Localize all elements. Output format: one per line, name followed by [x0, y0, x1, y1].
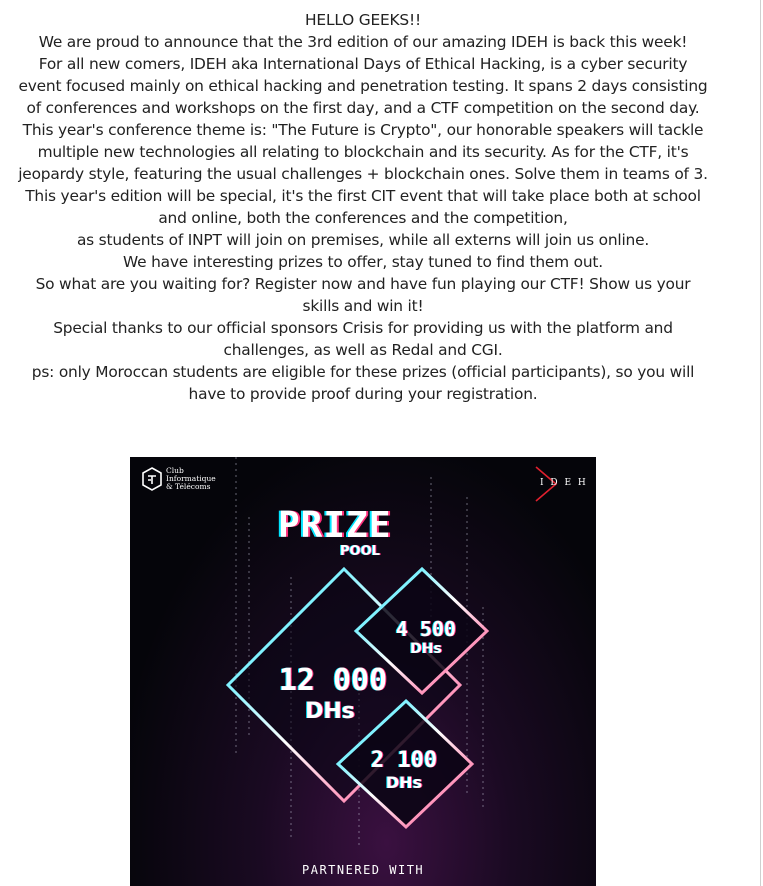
club-logo-line: Club — [166, 466, 184, 475]
announcement-line: of conferences and workshops on the first day, and a CTF competition on the second day. — [26, 99, 700, 117]
announcement-line: ps: only Moroccan students are eligible for these prizes (official participants), so you will — [31, 363, 695, 381]
page-border — [760, 0, 761, 886]
prize-unit-second: DHs — [410, 641, 442, 657]
announcement-line: as students of INPT will join on premises, while all externs will join us online. — [76, 231, 650, 249]
announcement-line: This year's conference theme is: "The Future is Crypto", our honorable speakers will tackle — [22, 121, 704, 139]
announcement-line: and online, both the conferences and the competition, — [158, 209, 568, 227]
prize-amount-second: 4 500 — [395, 617, 457, 641]
announcement-line: We have interesting prizes to offer, stay tuned to find them out. — [123, 253, 603, 271]
announcement-line: challenges, as well as Redal and CGI. — [223, 341, 503, 359]
prize-amount-third: 2 100 — [370, 748, 438, 773]
poster-subtitle: POOL — [340, 544, 380, 559]
announcement-line: So what are you waiting for? Register now and have fun playing our CTF! Show us your — [35, 275, 691, 293]
announcement-line: For all new comers, IDEH aka International Days of Ethical Hacking, is a cyber security — [38, 55, 688, 73]
announcement-text — [0, 9, 726, 405]
announcement-line: skills and win it! — [302, 297, 424, 315]
ideh-logo-text: I D E H — [540, 478, 588, 488]
announcement-line: Special thanks to our official sponsors Crisis for providing us with the platform and — [53, 319, 673, 337]
announcement-line: HELLO GEEKS!! — [305, 11, 421, 29]
prize-unit-first: DHs — [305, 699, 355, 724]
announcement-line: event focused mainly on ethical hacking and penetration testing. It spans 2 days consisting — [18, 77, 708, 95]
prize-pool-poster — [130, 457, 596, 886]
prize-unit-third: DHs — [385, 773, 423, 792]
club-logo-line: Informatique — [166, 474, 216, 483]
announcement-line: have to provide proof during your registration. — [188, 385, 538, 403]
announcement-line: This year's edition will be special, it's the first CIT event that will take place both at school — [25, 187, 701, 205]
club-logo-line: & Télécoms — [166, 482, 211, 491]
announcement-line: jeopardy style, featuring the usual challenges + blockchain ones. Solve them in teams of 3. — [18, 165, 708, 183]
partnered-with-label: PARTNERED WITH — [302, 863, 425, 877]
prize-amount-first: 12 000 — [278, 663, 388, 698]
announcement-line: We are proud to announce that the 3rd edition of our amazing IDEH is back this week! — [38, 33, 688, 51]
announcement-line: multiple new technologies all relating to blockchain and its security. As for the CTF, it's — [37, 143, 689, 161]
poster-title: PRIZE — [278, 505, 392, 546]
